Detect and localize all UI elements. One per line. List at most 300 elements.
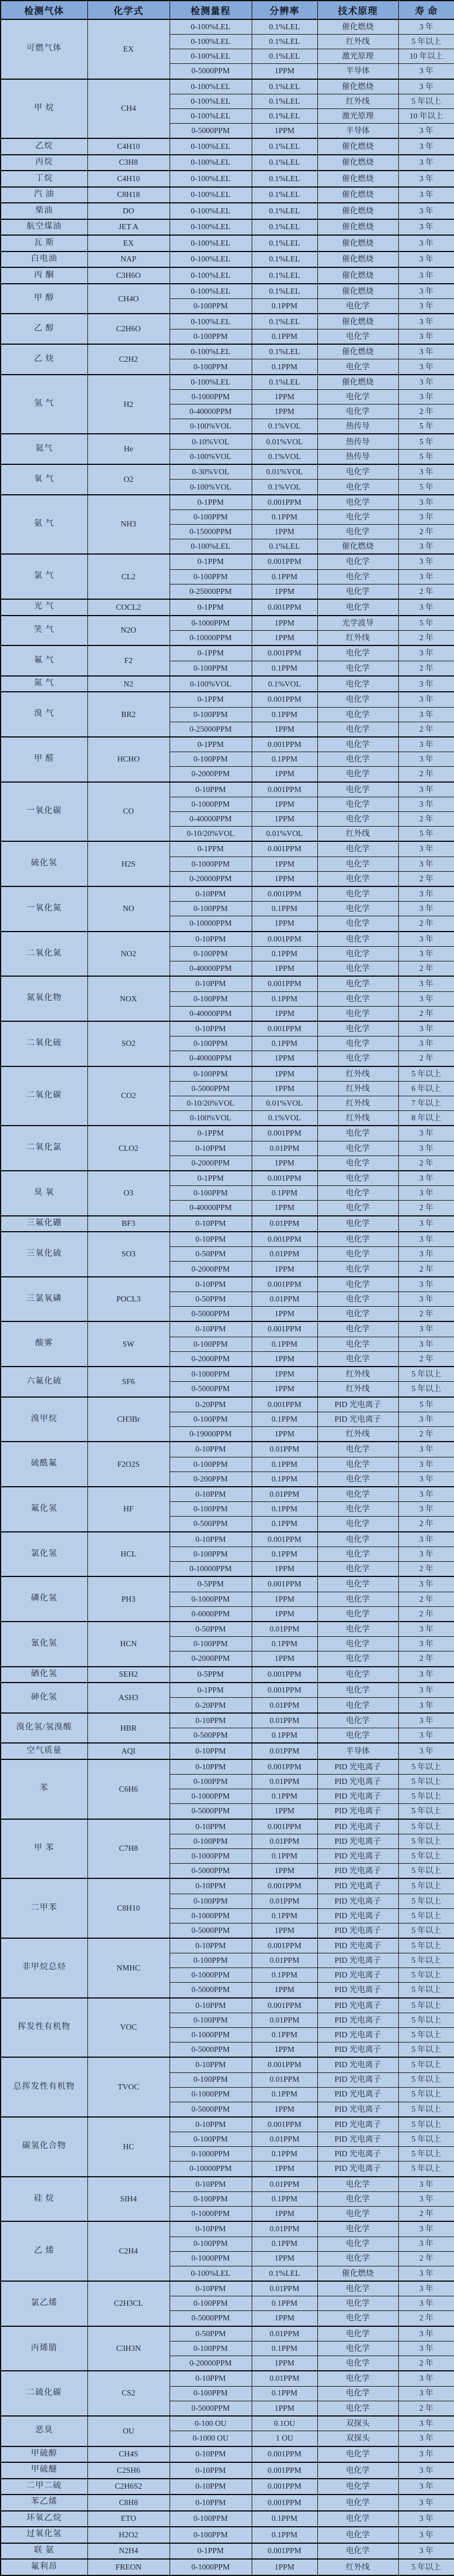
lifespan-cell: 3 年 xyxy=(398,1232,454,1247)
lifespan-cell: 5 年以上 xyxy=(398,1819,454,1834)
lifespan-cell: 3 年 xyxy=(398,235,454,252)
table-row xyxy=(1,2177,454,2192)
gas-name-cell: 氯 气 xyxy=(1,554,87,599)
table-row xyxy=(1,616,454,631)
resolution-cell: 0.1%LEL xyxy=(252,203,317,219)
range-cell: 0-10PPM xyxy=(170,1878,252,1894)
lifespan-cell: 3 年 xyxy=(398,1126,454,1141)
range-cell: 0-1000PPM xyxy=(170,1968,252,1983)
lifespan-cell: 5 年以上 xyxy=(398,1789,454,1804)
lifespan-cell: 3 年 xyxy=(398,314,454,329)
principle-cell: 电化学 xyxy=(317,1622,398,1637)
lifespan-cell: 5 年以上 xyxy=(398,2013,454,2027)
table-row xyxy=(1,284,454,299)
range-cell: 0-10PPM xyxy=(170,1938,252,1953)
formula-cell: CS2 xyxy=(87,2371,170,2416)
range-cell: 0-100%VOL xyxy=(170,1110,252,1126)
principle-cell: PID 光电离子 xyxy=(317,1968,398,1983)
lifespan-cell: 3 年 xyxy=(398,1532,454,1547)
resolution-cell: 1PPM xyxy=(252,1066,317,1082)
principle-cell: 电化学 xyxy=(317,1141,398,1156)
gas-name-cell: 氨 气 xyxy=(1,495,87,555)
table-row xyxy=(1,1743,454,1759)
gas-name-cell: 过氧化氢 xyxy=(1,2527,87,2543)
resolution-cell: 0.001PPM xyxy=(252,841,317,857)
resolution-cell: 0.001PPM xyxy=(252,1126,317,1141)
range-cell: 0-5000PPM xyxy=(170,1863,252,1878)
formula-cell: C8H10 xyxy=(87,1878,170,1938)
gas-name-cell: 航空煤油 xyxy=(1,219,87,236)
principle-cell: 电化学 xyxy=(317,1651,398,1667)
resolution-cell: 0.001PPM xyxy=(252,1232,317,1247)
principle-cell: 电化学 xyxy=(317,2386,398,2401)
range-cell: 0-1PPM xyxy=(170,645,252,661)
range-cell: 0-15000PPM xyxy=(170,525,252,539)
range-cell: 0-20PPM xyxy=(170,1698,252,1713)
principle-cell: PID 光电离子 xyxy=(317,1878,398,1894)
gas-name-cell: 空气质量 xyxy=(1,1743,87,1759)
principle-cell: 电化学 xyxy=(317,976,398,991)
principle-cell: 光学波导 xyxy=(317,616,398,631)
lifespan-cell: 5 年以上 xyxy=(398,2132,454,2147)
formula-cell: TVOC xyxy=(87,2057,170,2117)
resolution-cell: 0.1PPM xyxy=(252,2027,317,2042)
resolution-cell: 0.1PPM xyxy=(252,1337,317,1351)
lifespan-cell: 3 年 xyxy=(398,2446,454,2463)
table-row xyxy=(1,1277,454,1292)
table-row xyxy=(1,1938,454,1953)
range-cell: 0-10PPM xyxy=(170,782,252,797)
principle-cell: 电化学 xyxy=(317,2479,398,2495)
range-cell: 0-1000PPM xyxy=(170,390,252,405)
range-cell: 0-100PPM xyxy=(170,2072,252,2087)
formula-cell: C2H6S2 xyxy=(87,2479,170,2495)
lifespan-cell: 3 年 xyxy=(398,1457,454,1471)
table-row xyxy=(1,1397,454,1412)
resolution-cell: 0.01%VOL xyxy=(252,1096,317,1110)
resolution-cell: 1PPM xyxy=(252,871,317,886)
resolution-cell: 0.1PPM xyxy=(252,2237,317,2251)
lifespan-cell: 5 年以上 xyxy=(398,1775,454,1789)
principle-cell: 电化学 xyxy=(317,1186,398,1201)
resolution-cell: 1PPM xyxy=(252,1156,317,1171)
gas-name-cell: 酸雾 xyxy=(1,1321,87,1367)
lifespan-cell: 3 年 xyxy=(398,1337,454,1351)
range-cell: 0-10PPM xyxy=(170,1532,252,1547)
resolution-cell: 0.001PPM xyxy=(252,1878,317,1894)
table-row xyxy=(1,1667,454,1683)
lifespan-cell: 3 年 xyxy=(398,267,454,284)
table-row xyxy=(1,1066,454,1082)
lifespan-cell: 3 年 xyxy=(398,886,454,902)
principle-cell: 电化学 xyxy=(317,2311,398,2326)
lifespan-cell: 2 年 xyxy=(398,1517,454,1532)
principle-cell: 电化学 xyxy=(317,1487,398,1502)
formula-cell: NO2 xyxy=(87,932,170,977)
resolution-cell: 1PPM xyxy=(252,1804,317,1819)
principle-cell: 红外线 xyxy=(317,1066,398,1082)
resolution-cell: 0.001PPM xyxy=(252,1683,317,1698)
lifespan-cell: 5 年 xyxy=(398,434,454,449)
range-cell: 0-10PPM xyxy=(170,1442,252,1457)
lifespan-cell: 3 年 xyxy=(398,2462,454,2479)
lifespan-cell: 3 年 xyxy=(398,1021,454,1036)
principle-cell: PID 光电离子 xyxy=(317,1819,398,1834)
resolution-cell: 0.001PPM xyxy=(252,2462,317,2479)
principle-cell: 电化学 xyxy=(317,480,398,495)
lifespan-cell: 2 年 xyxy=(398,2401,454,2416)
gas-name-cell: 氟化氢 xyxy=(1,1487,87,1532)
principle-cell: 电化学 xyxy=(317,1006,398,1021)
principle-cell: 电化学 xyxy=(317,2527,398,2543)
gas-name-cell: 乙烷 xyxy=(1,138,87,155)
range-cell: 0-100PPM xyxy=(170,2132,252,2147)
gas-name-cell: 氮氧化物 xyxy=(1,976,87,1021)
lifespan-cell: 5 年以上 xyxy=(398,2147,454,2162)
resolution-cell: 1PPM xyxy=(252,961,317,976)
formula-cell: C3H6O xyxy=(87,267,170,284)
gas-name-cell: 氰化氢 xyxy=(1,1622,87,1667)
gas-name-cell: 苯 xyxy=(1,1759,87,1819)
principle-cell: 电化学 xyxy=(317,1606,398,1622)
lifespan-cell: 2 年 xyxy=(398,661,454,676)
formula-cell: NO xyxy=(87,886,170,932)
gas-name-cell: 笑 气 xyxy=(1,616,87,646)
resolution-cell: 0.1PPM xyxy=(252,2296,317,2311)
principle-cell: 电化学 xyxy=(317,1442,398,1457)
gas-name-cell: 氦气 xyxy=(1,434,87,464)
principle-cell: 红外线 xyxy=(317,35,398,49)
range-cell: 0-500PPM xyxy=(170,1728,252,1744)
range-cell: 0-10PPM xyxy=(170,1216,252,1232)
range-cell: 0-10PPM xyxy=(170,1487,252,1502)
table-row xyxy=(1,737,454,752)
lifespan-cell: 10 年以上 xyxy=(398,49,454,64)
resolution-cell: 0.001PPM xyxy=(252,2543,317,2560)
resolution-cell: 0.01PPM xyxy=(252,1698,317,1713)
principle-cell: 电化学 xyxy=(317,584,398,599)
principle-cell: 红外线 xyxy=(317,94,398,108)
table-row xyxy=(1,782,454,797)
range-cell: 0-10PPM xyxy=(170,2479,252,2495)
gas-name-cell: 硫化氢 xyxy=(1,841,87,886)
range-cell: 0-100%LEL xyxy=(170,187,252,203)
resolution-cell: 0.1PPM xyxy=(252,1036,317,1051)
range-cell: 0-10PPM xyxy=(170,2117,252,2132)
principle-cell: 电化学 xyxy=(317,661,398,676)
principle-cell: 电化学 xyxy=(317,2462,398,2479)
formula-cell: SIH4 xyxy=(87,2177,170,2222)
principle-cell: 电化学 xyxy=(317,797,398,812)
resolution-cell: 1PPM xyxy=(252,1351,317,1367)
lifespan-cell: 5 年以上 xyxy=(398,1923,454,1938)
gas-name-cell: 白电油 xyxy=(1,252,87,268)
range-cell: 0-5PPM xyxy=(170,1576,252,1592)
resolution-cell: 0.01PPM xyxy=(252,2281,317,2296)
lifespan-cell: 3 年 xyxy=(398,1728,454,1744)
principle-cell: 电化学 xyxy=(317,1232,398,1247)
principle-cell: 电化学 xyxy=(317,299,398,314)
resolution-cell: 0.1PPM xyxy=(252,1517,317,1532)
range-cell: 0-1000PPM xyxy=(170,2027,252,2042)
principle-cell: 电化学 xyxy=(317,1337,398,1351)
lifespan-cell: 3 年 xyxy=(398,171,454,187)
range-cell: 0-100PPM xyxy=(170,329,252,344)
principle-cell: 催化燃烧 xyxy=(317,171,398,187)
lifespan-cell: 3 年 xyxy=(398,155,454,171)
resolution-cell: 0.01PPM xyxy=(252,1894,317,1908)
formula-cell: NH3 xyxy=(87,495,170,555)
principle-cell: 电化学 xyxy=(317,707,398,722)
resolution-cell: 0.1%LEL xyxy=(252,375,317,390)
range-cell: 0-5000PPM xyxy=(170,2311,252,2326)
principle-cell: PID 光电离子 xyxy=(317,1804,398,1819)
lifespan-cell: 8 年以上 xyxy=(398,1110,454,1126)
range-cell: 0-100%LEL xyxy=(170,94,252,108)
lifespan-cell: 2 年 xyxy=(398,2356,454,2371)
lifespan-cell: 3 年 xyxy=(398,1698,454,1713)
resolution-cell: 0.01PPM xyxy=(252,1141,317,1156)
table-row xyxy=(1,1576,454,1592)
resolution-cell: 1PPM xyxy=(252,1367,317,1382)
resolution-cell: 0.001PPM xyxy=(252,2479,317,2495)
range-cell: 0-10000PPM xyxy=(170,630,252,645)
range-cell: 0-10PPM xyxy=(170,1759,252,1775)
lifespan-cell: 3 年 xyxy=(398,375,454,390)
principle-cell: 电化学 xyxy=(317,599,398,616)
lifespan-cell: 3 年 xyxy=(398,1442,454,1457)
principle-cell: 电化学 xyxy=(317,554,398,569)
principle-cell: 电化学 xyxy=(317,1277,398,1292)
lifespan-cell: 2 年 xyxy=(398,525,454,539)
resolution-cell: 0.001PPM xyxy=(252,1277,317,1292)
range-cell: 0-1PPM xyxy=(170,1683,252,1698)
gas-name-cell: 二硫化碳 xyxy=(1,2371,87,2416)
principle-cell: 电化学 xyxy=(317,1502,398,1517)
table-row xyxy=(1,314,454,329)
range-cell: 0-100PPM xyxy=(170,1834,252,1848)
resolution-cell: 0.1PPM xyxy=(252,1457,317,1471)
principle-cell: 电化学 xyxy=(317,1667,398,1683)
formula-cell: CO xyxy=(87,782,170,842)
lifespan-cell: 3 年 xyxy=(398,1547,454,1562)
lifespan-cell: 3 年 xyxy=(398,976,454,991)
range-cell: 0-100PPM xyxy=(170,1036,252,1051)
gas-name-cell: 甲 苯 xyxy=(1,1819,87,1879)
range-cell: 0-100PPM xyxy=(170,299,252,314)
resolution-cell: 0.001PPM xyxy=(252,1576,317,1592)
principle-cell: PID 光电离子 xyxy=(317,2027,398,2042)
lifespan-cell: 3 年 xyxy=(398,2543,454,2560)
resolution-cell: 0.1%LEL xyxy=(252,219,317,236)
gas-name-cell: 二氧化氮 xyxy=(1,932,87,977)
range-cell: 0-1000PPM xyxy=(170,797,252,812)
resolution-cell: 0.1PPM xyxy=(252,1186,317,1201)
resolution-cell: 0.1%LEL xyxy=(252,35,317,49)
lifespan-cell: 3 年 xyxy=(398,1637,454,1651)
table-row xyxy=(1,434,454,449)
table-row xyxy=(1,2117,454,2132)
resolution-cell: 0.1PPM xyxy=(252,2191,317,2206)
principle-cell: 电化学 xyxy=(317,2177,398,2192)
range-cell: 0-100PPM xyxy=(170,2527,252,2543)
resolution-cell: 0.01%VOL xyxy=(252,434,317,449)
resolution-cell: 0.01PPM xyxy=(252,1487,317,1502)
resolution-cell: 0.1%LEL xyxy=(252,108,317,123)
table-body xyxy=(1,19,454,2575)
header-resolution: 分辨率 xyxy=(252,1,317,19)
range-cell: 0-5000PPM xyxy=(170,1804,252,1819)
resolution-cell: 1PPM xyxy=(252,2042,317,2057)
gas-name-cell: 恶臭 xyxy=(1,2416,87,2446)
range-cell: 0-1000PPM xyxy=(170,2559,252,2575)
resolution-cell: 0.001PPM xyxy=(252,554,317,569)
range-cell: 0-10PPM xyxy=(170,1141,252,1156)
resolution-cell: 1PPM xyxy=(252,630,317,645)
formula-cell: CLO2 xyxy=(87,1126,170,1171)
lifespan-cell: 5 年以上 xyxy=(398,1367,454,1382)
resolution-cell: 0.01PPM xyxy=(252,1247,317,1262)
lifespan-cell: 5 年 xyxy=(398,827,454,842)
lifespan-cell: 3 年 xyxy=(398,645,454,661)
range-cell: 0-2000PPM xyxy=(170,1351,252,1367)
resolution-cell: 0.001PPM xyxy=(252,1938,317,1953)
formula-cell: CH4S xyxy=(87,2446,170,2463)
range-cell: 0-100PPM xyxy=(170,1457,252,1471)
resolution-cell: 0.01PPM xyxy=(252,1216,317,1232)
range-cell: 0-1000PPM xyxy=(170,2087,252,2102)
range-cell: 0-5000PPM xyxy=(170,1307,252,1322)
formula-cell: H2O2 xyxy=(87,2527,170,2543)
range-cell: 0-5000PPM xyxy=(170,123,252,138)
gas-name-cell: 氯乙烯 xyxy=(1,2281,87,2326)
range-cell: 0-50PPM xyxy=(170,2326,252,2341)
principle-cell: 电化学 xyxy=(317,1532,398,1547)
range-cell: 0-100PPM xyxy=(170,1186,252,1201)
resolution-cell: 1PPM xyxy=(252,1382,317,1397)
principle-cell: 电化学 xyxy=(317,857,398,871)
formula-cell: C3H8 xyxy=(87,155,170,171)
formula-cell: SO3 xyxy=(87,1232,170,1277)
formula-cell: AQI xyxy=(87,1743,170,1759)
resolution-cell: 1PPM xyxy=(252,1307,317,1322)
lifespan-cell: 2 年 xyxy=(398,630,454,645)
range-cell: 0-100%LEL xyxy=(170,108,252,123)
principle-cell: 电化学 xyxy=(317,2237,398,2251)
table-row xyxy=(1,2559,454,2575)
range-cell: 0-10000PPM xyxy=(170,1562,252,1577)
principle-cell: 电化学 xyxy=(317,2401,398,2416)
resolution-cell: 1PPM xyxy=(252,64,317,79)
resolution-cell: 0.001PPM xyxy=(252,2117,317,2132)
table-row xyxy=(1,2495,454,2511)
table-row xyxy=(1,495,454,510)
principle-cell: 电化学 xyxy=(317,1156,398,1171)
table-row xyxy=(1,976,454,991)
resolution-cell: 1PPM xyxy=(252,2251,317,2266)
table-row xyxy=(1,1683,454,1698)
formula-cell: NOX xyxy=(87,976,170,1021)
formula-cell: N2H4 xyxy=(87,2543,170,2560)
formula-cell: NAP xyxy=(87,252,170,268)
table-row xyxy=(1,1819,454,1834)
table-row xyxy=(1,235,454,252)
resolution-cell: 1PPM xyxy=(252,767,317,782)
range-cell: 0-100PPM xyxy=(170,2191,252,2206)
lifespan-cell: 5 年 xyxy=(398,1397,454,1412)
range-cell: 0-5PPM xyxy=(170,1667,252,1683)
lifespan-cell: 3 年 xyxy=(398,495,454,510)
formula-cell: C8H8 xyxy=(87,2495,170,2511)
formula-cell: C6H6 xyxy=(87,1759,170,1819)
principle-cell: 电化学 xyxy=(317,767,398,782)
principle-cell: 电化学 xyxy=(317,2341,398,2356)
principle-cell: 催化燃烧 xyxy=(317,252,398,268)
resolution-cell: 0.001PPM xyxy=(252,932,317,947)
range-cell: 0-40000PPM xyxy=(170,1006,252,1021)
lifespan-cell: 3 年 xyxy=(398,79,454,94)
resolution-cell: 1PPM xyxy=(252,722,317,737)
principle-cell: PID 光电离子 xyxy=(317,1908,398,1923)
principle-cell: PID 光电离子 xyxy=(317,1834,398,1848)
resolution-cell: 0.1%VOL xyxy=(252,449,317,464)
lifespan-cell: 2 年 xyxy=(398,1651,454,1667)
principle-cell: PID 光电离子 xyxy=(317,2117,398,2132)
resolution-cell: 1PPM xyxy=(252,2356,317,2371)
range-cell: 0-10/20%VOL xyxy=(170,1096,252,1110)
table-row xyxy=(1,1878,454,1894)
range-cell: 0-25000PPM xyxy=(170,584,252,599)
formula-cell: VOC xyxy=(87,1998,170,2058)
range-cell: 0-100 OU xyxy=(170,2416,252,2431)
resolution-cell: 0.1%LEL xyxy=(252,2266,317,2281)
range-cell: 0-100PPM xyxy=(170,2296,252,2311)
principle-cell: 电化学 xyxy=(317,886,398,902)
principle-cell: 催化燃烧 xyxy=(317,284,398,299)
gas-name-cell: 丙烷 xyxy=(1,155,87,171)
principle-cell: 电化学 xyxy=(317,752,398,767)
resolution-cell: 0.1PPM xyxy=(252,2147,317,2162)
lifespan-cell: 3 年 xyxy=(398,219,454,236)
range-cell: 0-1000PPM xyxy=(170,1367,252,1382)
lifespan-cell: 3 年 xyxy=(398,1247,454,1262)
principle-cell: PID 光电离子 xyxy=(317,2087,398,2102)
range-cell: 0-10PPM xyxy=(170,2221,252,2237)
table-row xyxy=(1,252,454,268)
range-cell: 0-10PPM xyxy=(170,2177,252,2192)
table-row xyxy=(1,2511,454,2527)
lifespan-cell: 3 年 xyxy=(398,187,454,203)
formula-cell: C2H4 xyxy=(87,2221,170,2281)
range-cell: 0-10000PPM xyxy=(170,2162,252,2177)
lifespan-cell: 5 年以上 xyxy=(398,35,454,49)
lifespan-cell: 3 年 xyxy=(398,1683,454,1698)
range-cell: 0-50PPM xyxy=(170,1292,252,1307)
gas-name-cell: 氧 气 xyxy=(1,464,87,495)
range-cell: 0-100PPM xyxy=(170,707,252,722)
resolution-cell: 0.001PPM xyxy=(252,1998,317,2013)
table-row xyxy=(1,2543,454,2560)
principle-cell: 催化燃烧 xyxy=(317,19,398,35)
principle-cell: 电化学 xyxy=(317,495,398,510)
gas-name-cell: 二甲二硫 xyxy=(1,2479,87,2495)
range-cell: 0-1000PPM xyxy=(170,1908,252,1923)
principle-cell: 电化学 xyxy=(317,2356,398,2371)
principle-cell: 电化学 xyxy=(317,1351,398,1367)
lifespan-cell: 2 年 xyxy=(398,1307,454,1322)
lifespan-cell: 5 年以上 xyxy=(398,2102,454,2117)
range-cell: 0-10PPM xyxy=(170,2371,252,2386)
